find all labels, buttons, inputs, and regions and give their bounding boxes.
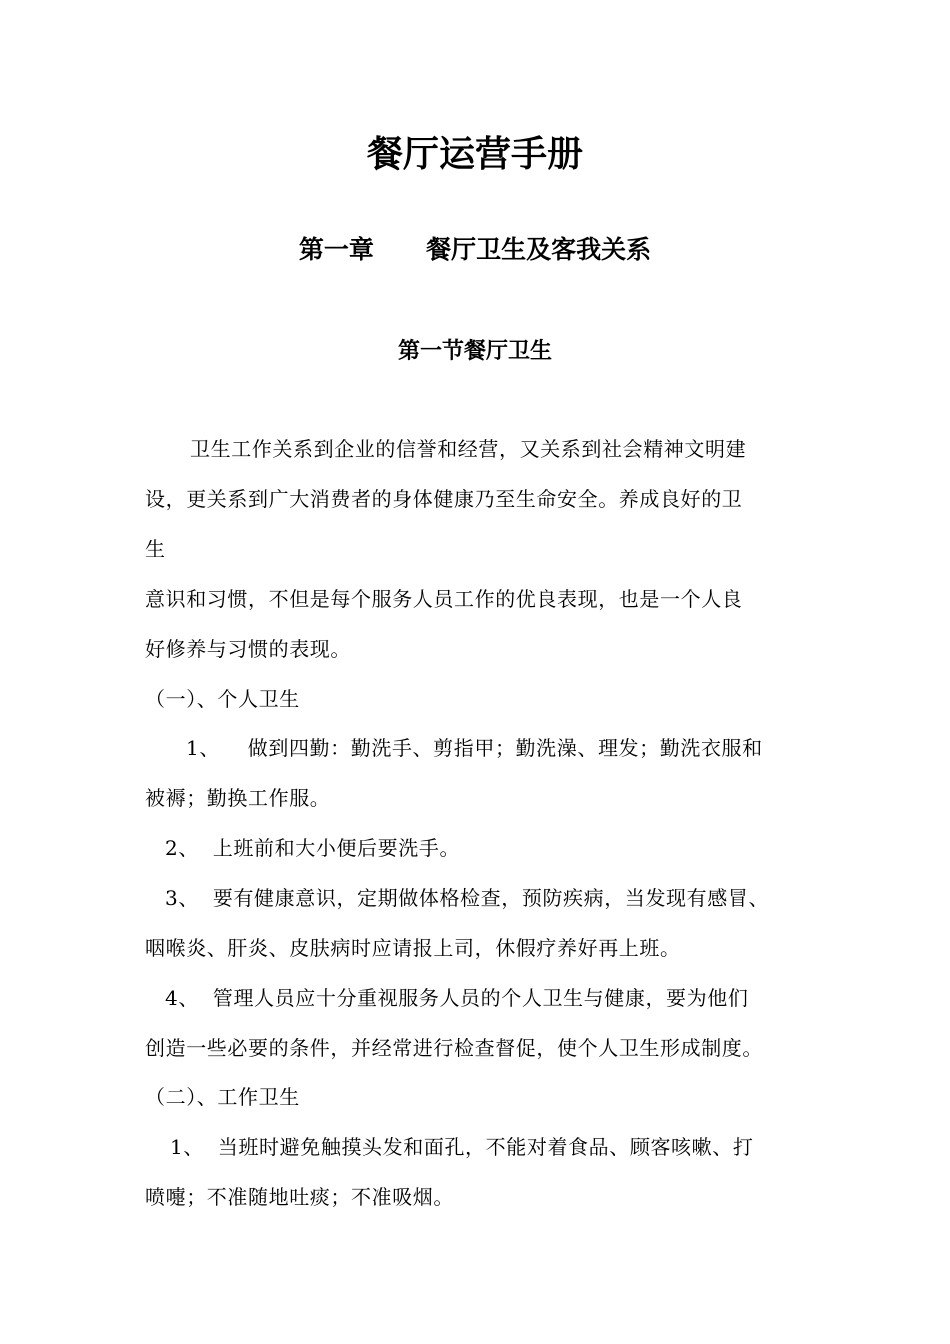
list-item-3-line-1: 3、 要有健康意识，定期做体格检查，预防疾病，当发现有感冒、 — [165, 886, 770, 910]
work-item-1-line-1: 1、 当班时避免触摸头发和面孔，不能对着食品、顾客咳嗽、打 — [170, 1135, 754, 1159]
document-title: 餐厅运营手册 — [366, 133, 583, 175]
body-line-intro-2: 设，更关系到广大消费者的身体健康乃至生命安全。养成良好的卫 — [145, 487, 743, 511]
chapter-heading: 第一章 餐厅卫生及客我关系 — [298, 235, 652, 264]
body-line-intro-5: 好修养与习惯的表现。 — [145, 637, 351, 661]
subheading-personal-hygiene: （一）、个人卫生 — [145, 687, 300, 711]
work-item-1-line-2: 喷嚏；不准随地吐痰；不准吸烟。 — [145, 1185, 454, 1209]
list-item-4-line-1: 4、 管理人员应十分重视服务人员的个人卫生与健康，要为他们 — [165, 986, 749, 1010]
list-item-3-line-2: 咽喉炎、肝炎、皮肤病时应请报上司，休假疗养好再上班。 — [145, 936, 681, 960]
list-item-1-line-2: 被褥；勤换工作服。 — [145, 786, 331, 810]
section-heading: 第一节餐厅卫生 — [397, 338, 552, 364]
body-line-intro-1: 卫生工作关系到企业的信誉和经营，又关系到社会精神文明建 — [190, 437, 747, 461]
body-line-intro-3: 生 — [145, 537, 166, 561]
body-line-intro-4: 意识和习惯，不但是每个服务人员工作的优良表现，也是一个人良 — [145, 587, 743, 611]
subheading-work-hygiene: （二）、工作卫生 — [145, 1085, 300, 1109]
list-item-1-line-1: 1、 做到四勤：勤洗手、剪指甲；勤洗澡、理发；勤洗衣服和 — [186, 736, 763, 760]
list-item-2: 2、 上班前和大小便后要洗手。 — [165, 836, 461, 860]
list-item-4-line-2: 创造一些必要的条件，并经常进行检查督促，使个人卫生形成制度。 — [145, 1036, 763, 1060]
